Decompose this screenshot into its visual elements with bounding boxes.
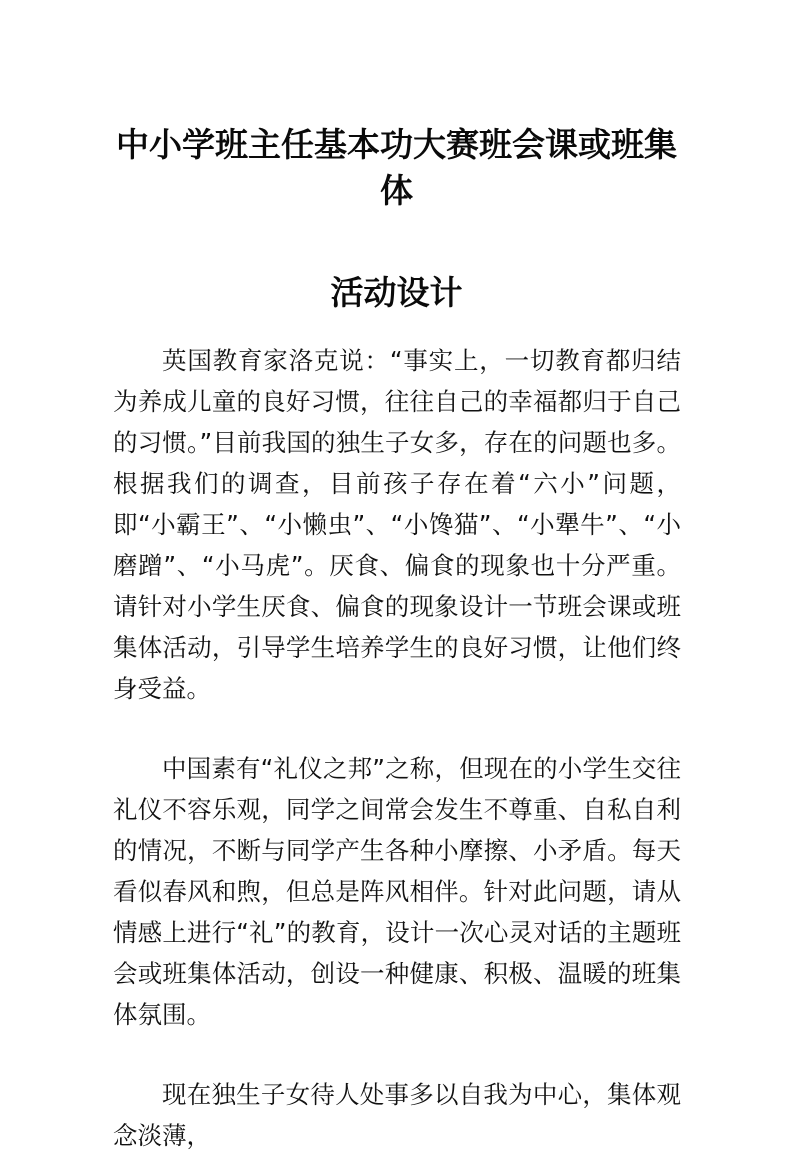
page-title-line-1: 中小学班主任基本功大赛班会课或班集体 (116, 125, 677, 210)
body-paragraph-2: 中国素有“礼仪之邦”之称，但现在的小学生交往礼仪不容乐观，同学之间常会发生不尊重、自私自利的情况，不断与同学产生各种小摩擦、小矛盾。每天看似春风和煦，但总是阵风相伴。针对此问题，请从情感上进行“礼”的教育，设计一次心灵对话的主题班会或班集体活动，创设一种健康、积极、温暖的班集体氛围。 (113, 754, 681, 1029)
page-title-line-2: 活动设计 (330, 273, 463, 312)
body-paragraph-1: 英国教育家洛克说：“事实上，一切教育都归结为养成儿童的良好习惯，往往自己的幸福都归于自己的习惯。”目前我国的独生子女多，存在的问题也多。根据我们的调查，目前孩子存在着“六小”问题，即“小霸王”、“小懒虫”、“小馋猫”、“小犟牛”、“小磨蹭”、“小马虎”。厌食、偏食的现象也十分严重。请针对小学生厌食、偏食的现象设计一节班会课或班集体活动，引导学生培养学生的良好习惯，让他们终身受益。 (113, 346, 681, 703)
page-title (113, 122, 680, 316)
body-paragraph-3: 现在独生子女待人处事多以自我为中心，集体观念淡薄， (113, 1080, 681, 1150)
document-body (113, 340, 681, 1156)
